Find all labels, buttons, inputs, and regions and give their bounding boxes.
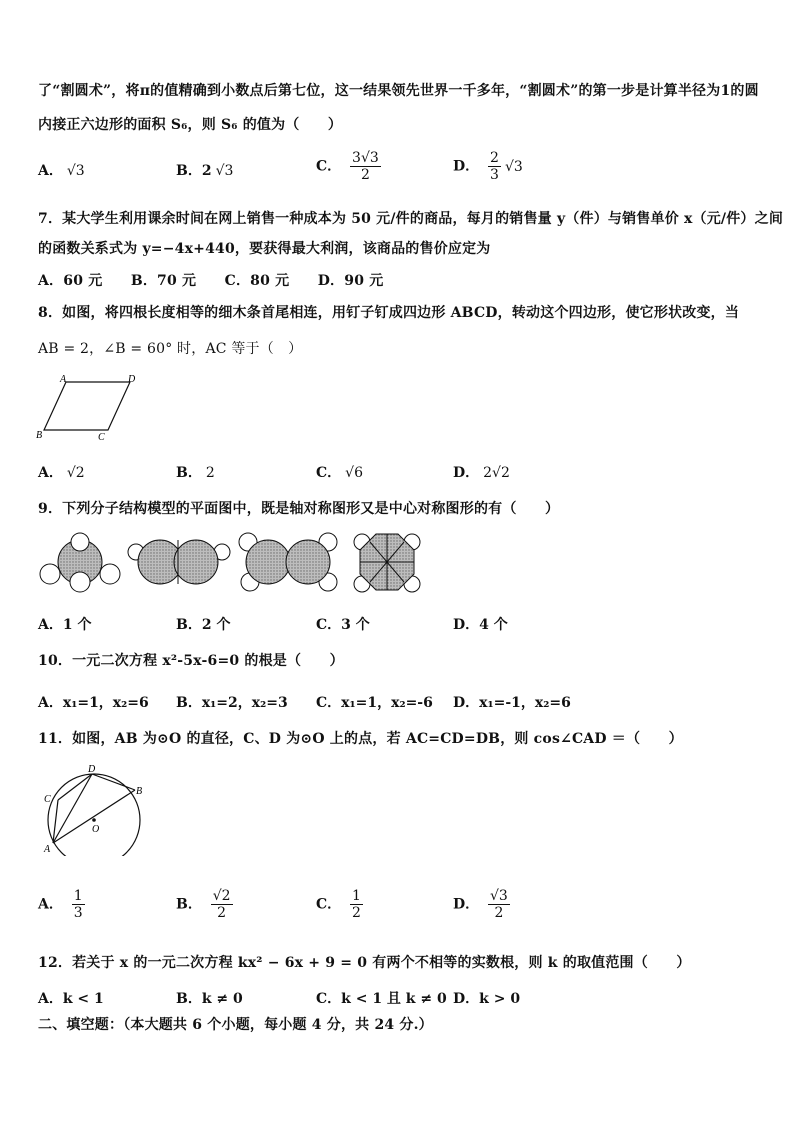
q10-option-d[interactable]: D．x₁=-1，x₂=6 <box>453 695 571 711</box>
molecule-figures <box>36 528 426 598</box>
molecule-1 <box>40 533 120 592</box>
q10-line1: 10．一元二次方程 x²-5x-6=0 的根是（ ） <box>38 653 344 669</box>
molecule-3 <box>239 533 337 591</box>
q12-option-c[interactable]: C．k < 1 且 k ≠ 0 <box>316 991 447 1007</box>
q6-option-a[interactable]: A． √3 <box>38 163 85 179</box>
q6-line1: 了“割圆术”，将π的值精确到小数点后第七位，这一结果领先世界一千多年，“割圆术”的第一步是计算半径为1的圆 <box>38 83 759 99</box>
q11-option-c[interactable]: C． $\frac{1}{2}$ <box>316 888 361 921</box>
q10-option-b[interactable]: B．x₁=2，x₂=3 <box>176 695 288 711</box>
figure-label-c: C <box>98 432 105 443</box>
q12-option-d[interactable]: D．k > 0 <box>453 991 521 1007</box>
q7-line2: 的函数关系式为 y=−4x+440，要获得最大利润，该商品的售价应定为 <box>38 241 491 257</box>
q12-option-a[interactable]: A．k < 1 <box>38 991 104 1007</box>
molecule-2 <box>128 540 230 584</box>
q7-options[interactable]: A．60 元 B．70 元 C．80 元 D．90 元 <box>38 273 384 289</box>
q10-option-c[interactable]: C．x₁=1，x₂=-6 <box>316 695 433 711</box>
figure-label-d: D <box>128 374 136 385</box>
q8-option-c[interactable]: C． √6 <box>316 465 363 481</box>
q11-option-d[interactable]: D． $\frac{√3}{2}$ <box>453 888 508 921</box>
molecule-4 <box>354 534 420 592</box>
q9-option-d[interactable]: D．4 个 <box>453 617 508 633</box>
fraction: $\frac{3√3}{2}$ <box>352 150 379 183</box>
q9-option-a[interactable]: A．1 个 <box>38 617 92 633</box>
q8-option-b[interactable]: B． 2 <box>176 465 215 481</box>
fraction: $\frac{1}{2}$ <box>352 888 361 921</box>
fraction: $\frac{√3}{2}$ <box>490 888 508 921</box>
figure-label-a: A <box>44 844 51 855</box>
q6-option-c[interactable]: C． $\frac{3√3}{2}$ <box>316 150 379 183</box>
q11-option-a[interactable]: A． $\frac{1}{3}$ <box>38 888 83 921</box>
q12-option-b[interactable]: B．k ≠ 0 <box>176 991 243 1007</box>
circle-figure <box>38 760 148 856</box>
fraction: $\frac{2}{3}$ <box>490 150 499 183</box>
q7-line1: 7．某大学生利用课余时间在网上销售一种成本为 50 元/件的商品，每月的销售量 y（件）与销售单价 x（元/件）之间 <box>38 211 784 227</box>
q6-line2: 内接正六边形的面积 S₆，则 S₆ 的值为（ ） <box>38 117 343 133</box>
figure-label-d: D <box>88 764 96 775</box>
q6-option-b[interactable]: B．2 √3 <box>176 163 234 179</box>
q12-line1: 12．若关于 x 的一元二次方程 kx² − 6x + 9 = 0 有两个不相等的实数根，则 k 的取值范围（ ） <box>38 955 691 971</box>
fraction: $\frac{√2}{2}$ <box>212 888 231 921</box>
q6-option-d[interactable]: D． $\frac{2}{3}$ √3 <box>453 150 523 183</box>
q11-line1: 11．如图，AB 为⊙O 的直径，C、D 为⊙O 上的点，若 AC=CD=DB，则 cos∠CAD ＝（ ） <box>38 731 683 747</box>
q8-option-a[interactable]: A． √2 <box>38 465 85 481</box>
figure-label-b: B <box>36 430 43 441</box>
figure-label-b: B <box>136 786 143 797</box>
q9-line1: 9．下列分子结构模型的平面图中，既是轴对称图形又是中心对称图形的有（ ） <box>38 501 560 517</box>
q9-option-b[interactable]: B．2 个 <box>176 617 231 633</box>
figure-label-o: O <box>92 824 100 835</box>
figure-label-a: A <box>60 374 67 385</box>
q8-line2: AB = 2，∠B = 60° 时，AC 等于（ ） <box>38 341 303 357</box>
q8-option-d[interactable]: D． 2√2 <box>453 465 510 481</box>
fraction: $\frac{1}{3}$ <box>73 888 83 921</box>
figure-label-c: C <box>44 794 51 805</box>
q10-option-a[interactable]: A．x₁=1，x₂=6 <box>38 695 149 711</box>
q11-option-b[interactable]: B． $\frac{√2}{2}$ <box>176 888 231 921</box>
section-heading: 二、填空题：（本大题共 6 个小题，每小题 4 分，共 24 分.） <box>38 1017 433 1033</box>
q9-option-c[interactable]: C．3 个 <box>316 617 370 633</box>
q8-line1: 8．如图，将四根长度相等的细木条首尾相连，用钉子钉成四边形 ABCD，转动这个四边形，使它形状改变，当 <box>38 305 740 321</box>
rhombus-figure <box>34 370 144 444</box>
